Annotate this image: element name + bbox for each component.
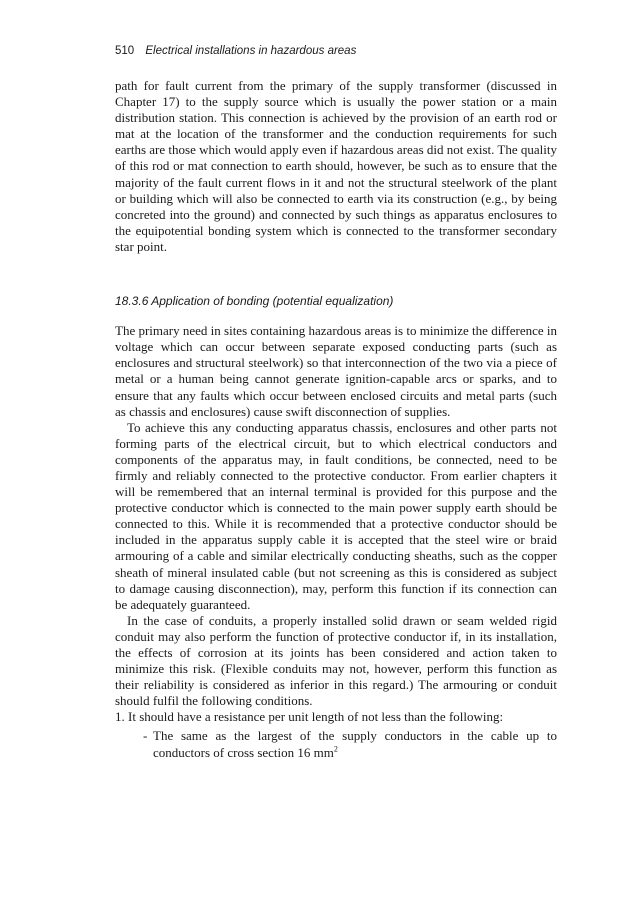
section-heading: 18.3.6 Application of bonding (potential equalization) — [115, 294, 394, 309]
running-header — [115, 45, 555, 57]
paragraph-4: In the case of conduits, a properly installed solid drawn or seam welded rigid conduit may also perform the function of protective conductor if, in its installation, the effects of corrosion at its joints has been considered and action taken to minimize this risk. (Flexible conduits may not, however, perform this function as their reliability is considered as inferior in this regard.) The armouring or conduit should fulfil the following conditions. — [115, 612, 557, 709]
sub-list-item-1 — [143, 728, 557, 760]
list-item-1: 1. It should have a resistance per unit length of not less than the following: — [115, 709, 504, 725]
paragraph-1: path for fault current from the primary of the supply transformer (discussed in Chapter 17) to the supply source which is usually the power station or a main distribution station. This connection is achieved by the provision of an earth rod or mat at the location of the transformer and the conduction requirements for such earths are those which would apply even if hazardous areas did not exist. The quality of this rod or mat connection to earth should, however, be such as to ensure that the majority of the fault current flows in it and not the structural steelwork of the plant or building which will also be connected to earth via its construction (e.g., by being concreted into the ground) and connected by such things as apparatus enclosures to the equipotential bonding system which is connected to the transformer secondary star point. — [115, 78, 557, 254]
page-number: 510 — [115, 45, 135, 57]
superscript-2: 2 — [333, 744, 338, 754]
body-text — [115, 78, 557, 761]
dash-marker: - — [143, 728, 148, 744]
paragraph-3: To achieve this any conducting apparatus chassis, enclosures and other parts not forming parts of the electrical circuit, but to which electrical conductors and components of the apparatus may, in fault conditions, be connected, need to be firmly and reliably connected to the protective conductor. From earlier chapters it will be remembered that an internal terminal is provided for this purpose and the protective conductor which is connected to the main power supply earth should be connected to this. While it is recommended that a protective conductor should be included in the apparatus supply cable it is accepted that the steel wire or braid armouring of a cable and similar electrically conducting sheaths, such as the copper sheath of mineral insulated cable (but not screening as this is considered as subject to damage causing disconnection), may, perform this function if its connection can be adequately guaranteed. — [115, 419, 557, 612]
paragraph-2: The primary need in sites containing hazardous areas is to minimize the difference in voltage which can occur between separate exposed conducting parts (such as enclosures and structural steelwork) so that interconnection of the two via a piece of metal or a human being cannot generate ignition-capable arcs or sparks, and to ensure that any faults which occur between enclosed circuits and metal parts (such as chassis and enclosures) cause swift disconnection of supplies. — [115, 323, 557, 419]
running-title: Electrical installations in hazardous areas — [145, 45, 357, 57]
sub-list-item-text: The same as the largest of the supply conductors in the cable up to conductors of cross section 16 mm — [153, 728, 557, 760]
